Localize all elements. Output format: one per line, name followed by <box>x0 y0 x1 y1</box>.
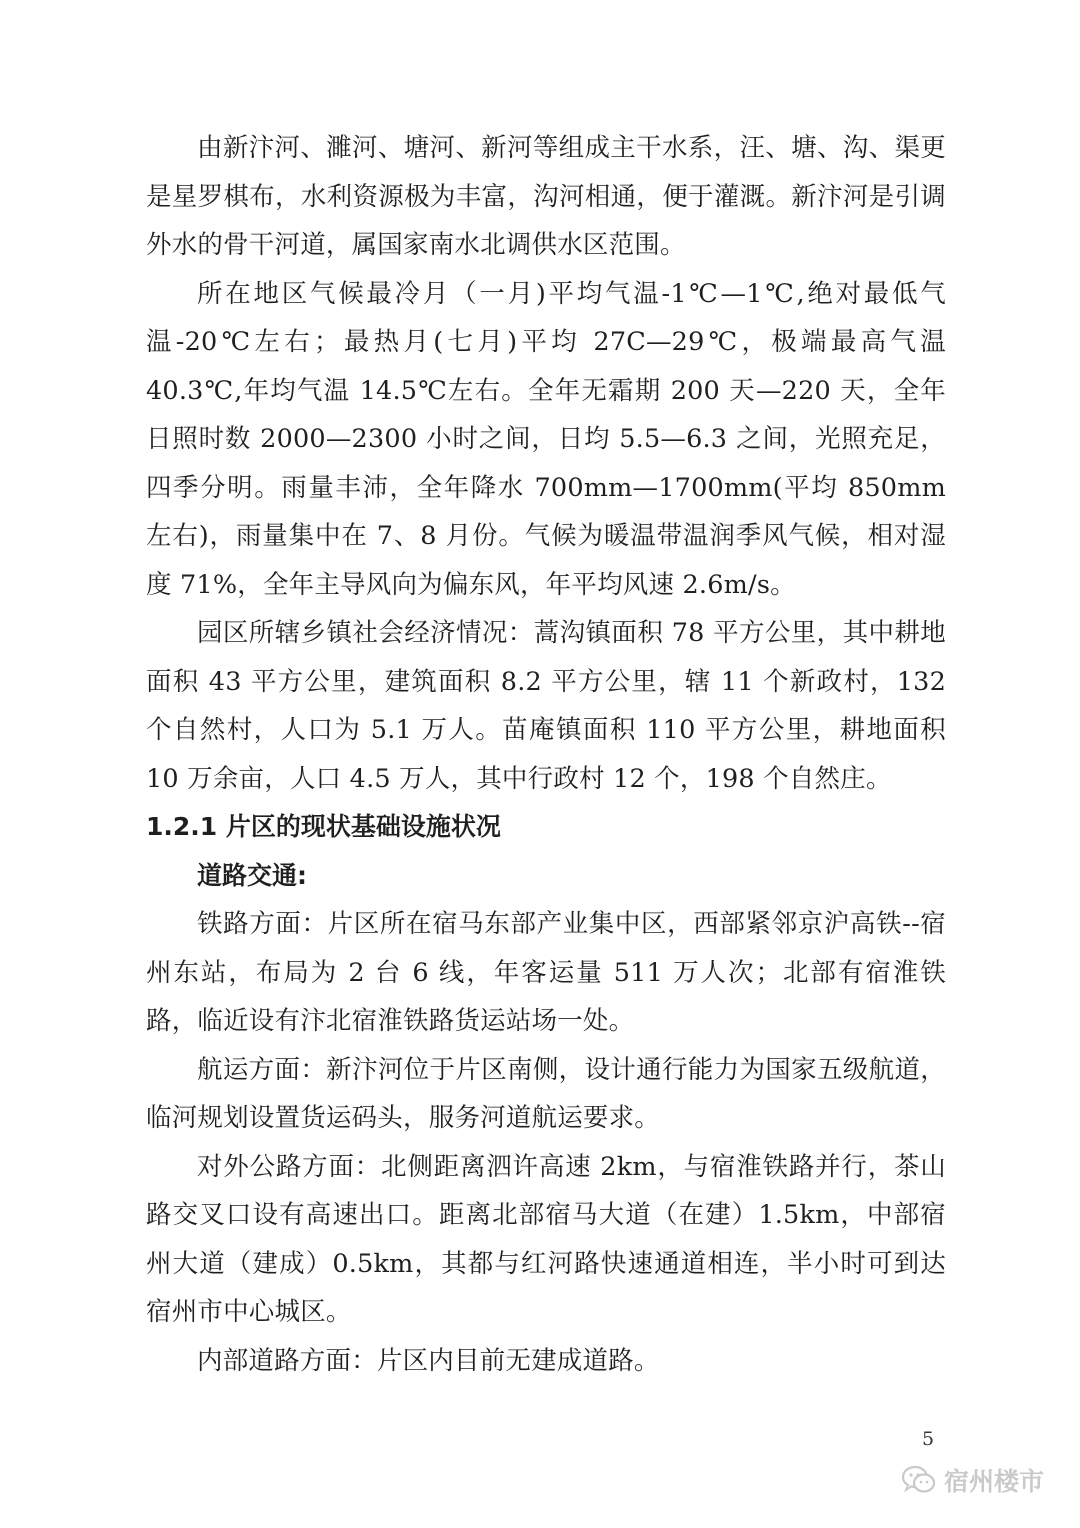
watermark-text: 宿州楼市 <box>944 1467 1045 1496</box>
subheading-transport: 道路交通: <box>197 860 307 890</box>
page-number: 5 <box>922 1428 935 1450</box>
paragraph-railway: 铁路方面：片区所在宿马东部产业集中区，西部紧邻京沪高铁--宿州东站，布局为 2 台 6 线，年客运量 511 万人次；北部有宿淮铁路，临近设有汴北宿淮铁路货运站场一处。 <box>146 909 946 1036</box>
paragraph-socioeconomic: 园区所辖乡镇社会经济情况：蒿沟镇面积 78 平方公里，其中耕地面积 43 平方公里，建筑面积 8.2 平方公里，辖 11 个新政村，132 个自然村，人口为 5.1 万人。苗庵镇面积 110 平方公里，耕地面积 10 万余亩，人口 4.5 万人，其中行政村 12 个，198 个自然庄。 <box>146 618 946 794</box>
wechat-icon <box>902 1465 936 1495</box>
paragraph-shipping: 航运方面：新汴河位于片区南侧，设计通行能力为国家五级航道，临河规划设置货运码头，服务河道航运要求。 <box>146 1054 946 1133</box>
page-content <box>146 124 946 1385</box>
paragraph-water-system: 由新汴河、濉河、塘河、新河等组成主干水系，汪、塘、沟、渠更是星罗棋布，水利资源极为丰富，沟河相通，便于灌溉。新汴河是引调外水的骨干河道，属国家南水北调供水区范围。 <box>146 133 946 260</box>
section-heading: 1.2.1 片区的现状基础设施状况 <box>146 812 501 841</box>
watermark <box>902 1462 1044 1498</box>
paragraph-climate: 所在地区气候最冷月（一月)平均气温-1℃—1℃,绝对最低气温-20℃左右；最热月(七月)平均 27C—29℃，极端最高气温 40.3℃,年均气温 14.5℃左右。全年无霜期 200 天—220 天，全年日照时数 2000—2300 小时之间，日均 5.5—6.3 之间，光照充足，四季分明。雨量丰沛，全年降水 700mm—1700mm(平均 850mm 左右)，雨量集中在 7、8 月份。气候为暖温带温润季风气候，相对湿度 71%，全年主导风向为偏东风，年平均风速 2.6m/s。 <box>146 278 946 600</box>
paragraph-highway: 对外公路方面：北侧距离泗许高速 2km，与宿淮铁路并行，茶山路交叉口设有高速出口。距离北部宿马大道（在建）1.5km，中部宿州大道（建成）0.5km，其都与红河路快速通道相连，半小时可到达宿州市中心城区。 <box>146 1151 946 1327</box>
paragraph-internal-roads: 内部道路方面：片区内目前无建成道路。 <box>197 1345 660 1376</box>
